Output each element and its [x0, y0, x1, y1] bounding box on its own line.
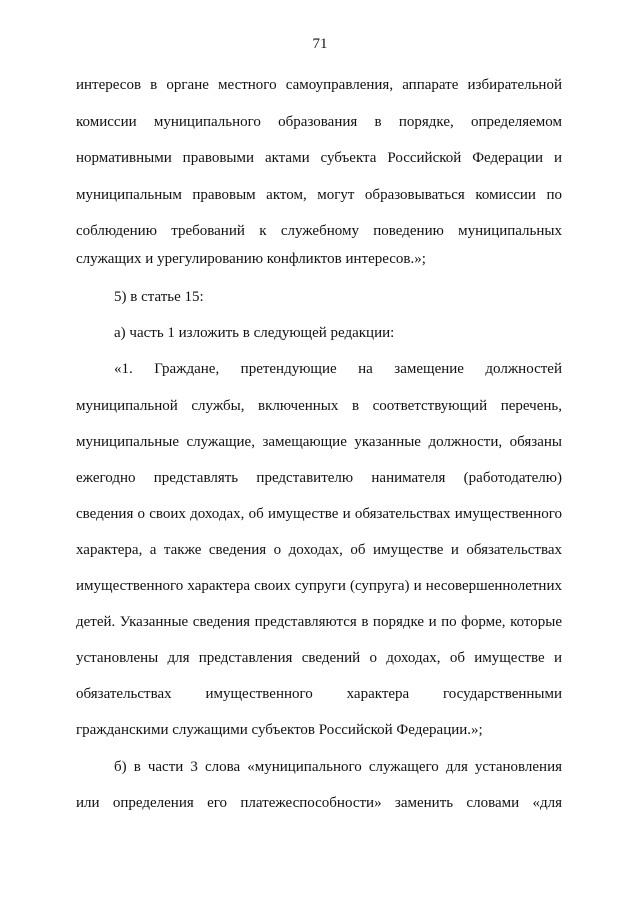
text-line: интересов в органе местного самоуправления, аппарате избирательной — [76, 77, 562, 93]
text-line: детей. Указанные сведения представляются в порядке и по форме, которые — [76, 614, 562, 630]
text-line: служащих и урегулированию конфликтов интересов.»; — [76, 251, 426, 267]
text-line: установлены для представления сведений о доходах, об имуществе и — [76, 650, 562, 666]
text-line: характера, а также сведения о доходах, об имуществе и обязательствах — [76, 542, 562, 558]
text-line: обязательствах имущественного характера государственными — [76, 686, 562, 702]
page-number: 71 — [312, 36, 328, 52]
text-line: муниципальной службы, включенных в соответствующий перечень, — [76, 398, 562, 414]
list-item-heading: 5) в статье 15: — [114, 289, 204, 305]
text-line: нормативными правовыми актами субъекта Российской Федерации и — [76, 150, 562, 166]
text-line: гражданскими служащими субъектов Российской Федерации.»; — [76, 722, 483, 738]
paragraph-first-line: б) в части 3 слова «муниципального служащего для установления — [114, 759, 562, 775]
text-line: муниципальные служащие, замещающие указанные должности, обязаны — [76, 434, 562, 450]
text-line: соблюдению требований к служебному поведению муниципальных — [76, 223, 562, 239]
paragraph-first-line: «1. Граждане, претендующие на замещение должностей — [114, 361, 562, 377]
text-line: сведения о своих доходах, об имуществе и обязательствах имущественного — [76, 506, 562, 522]
text-line: комиссии муниципального образования в порядке, определяемом — [76, 114, 562, 130]
text-line: муниципальным правовым актом, могут образовываться комиссии по — [76, 187, 562, 203]
text-line: ежегодно представлять представителю нанимателя (работодателю) — [76, 470, 562, 486]
text-line: имущественного характера своих супруги (супруга) и несовершеннолетних — [76, 578, 562, 594]
text-line: или определения его платежеспособности» заменить словами «для — [76, 795, 562, 811]
list-item-heading: а) часть 1 изложить в следующей редакции: — [114, 325, 395, 341]
